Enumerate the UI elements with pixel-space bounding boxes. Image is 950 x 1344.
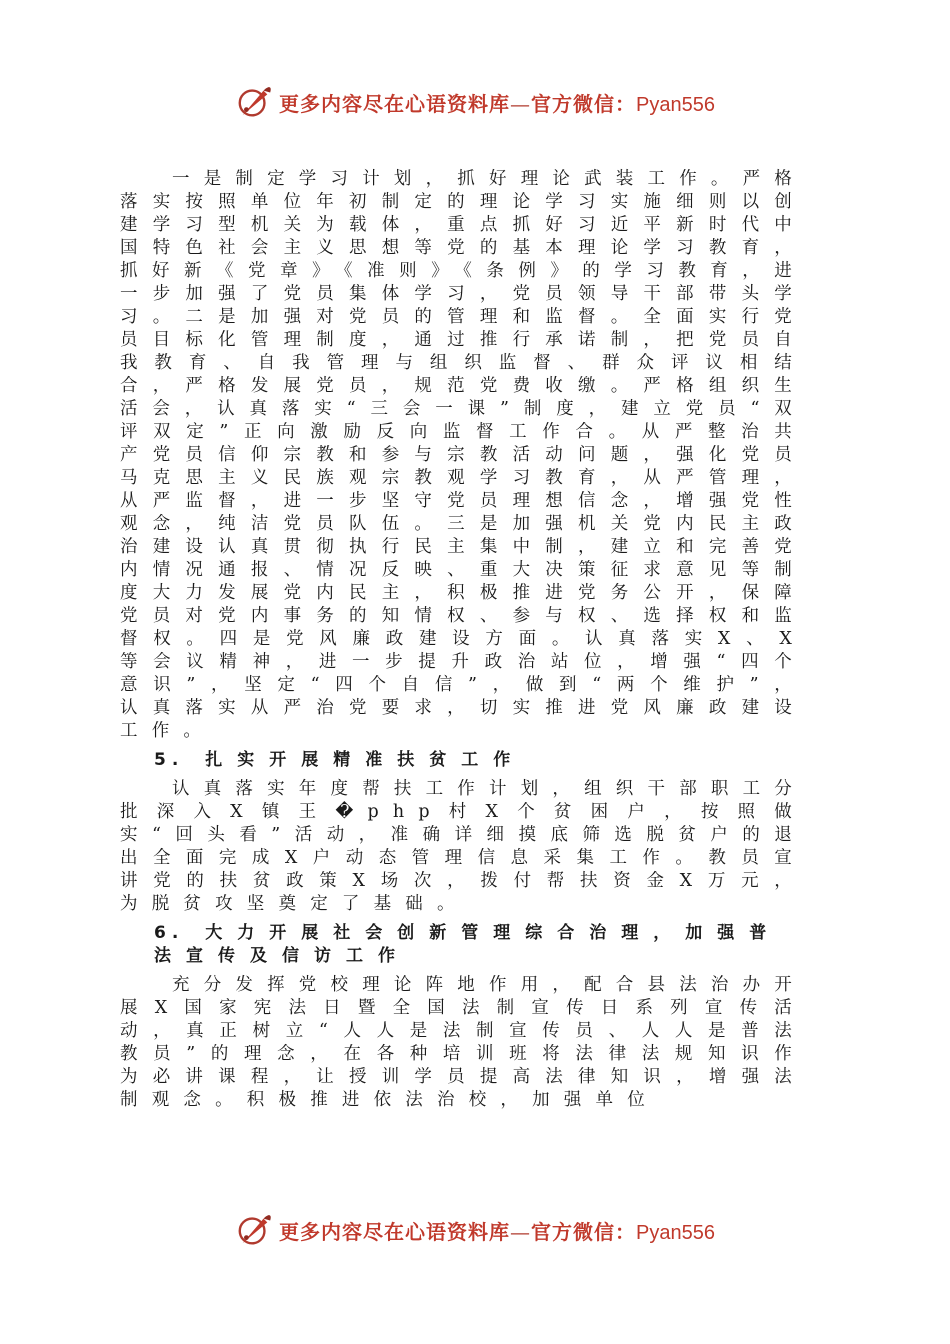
document-body	[120, 168, 806, 1112]
watermark-footer	[0, 1208, 950, 1252]
watermark-header	[0, 80, 950, 124]
quill-logo-icon	[235, 83, 273, 121]
paragraph-legal-publicity: 充分发挥党校理论阵地作用，配合县法治办开展X国家宪法日暨全国法制宣传日系列宣传活动，真正树立“人人是法制宣传员、人人是普法教员”的理念，在各种培训班将法律法规知识作为必讲课程，让授训学员提高法律知识，增强法制观念。积极推进依法治校，加强单位	[120, 975, 806, 1110]
watermark-text: 更多内容尽在心语资料库—官方微信：Pyan556	[279, 91, 715, 116]
watermark-text: 更多内容尽在心语资料库—官方微信：Pyan556	[279, 1219, 715, 1244]
paragraph-party-building: 一是制定学习计划，抓好理论武装工作。严格落实按照单位年初制定的理论学习实施细则以创建学习型机关为载体，重点抓好习近平新时代中国特色社会主义思想等党的基本理论学习教育，抓好新《党章》《准则》《条例》的学习教育，进一步加强了党员集体学习，党员领导干部带头学习。二是加强对党员的管理和监督。全面实行党员目标化管理制度，通过推行承诺制，把党员自我教育、自我管理与组织监督、群众评议相结合，严格发展党员，规范党费收缴。严格组织生活会，认真落实“三会一课”制度，建立党员“双评双定”正向激励反向监督工作合。从严整治共产党员信仰宗教和参与宗教活动问题，强化党员马克思主义民族观宗教观学习教育，从严管理，从严监督，进一步坚守党员理想信念，增强党性观念，纯洁党员队伍。三是加强机关党内民主政治建设认真贯彻执行民主集中制，建立和完善党内情况通报、情况反映、重大决策征求意见等制度大力发展党内民主，积极推进党务公开，保障党员对党内事务的知情权、参与权、选择权和监督权。四是党风廉政建设方面。认真落实X、X等会议精神，进一步提升政治站位，增强“四个意识”，坚定“四个自信”，做到“两个维护”，认真落实从严治党要求，切实推进党风廉政建设工作。	[120, 169, 806, 741]
heading-poverty-alleviation: 5. 扎实开展精准扶贫工作	[154, 750, 526, 770]
paragraph-poverty-alleviation: 认真落实年度帮扶工作计划，组织干部职工分批深入X镇王�php村X个贫困户，按照做实“回头看”活动，准确详细摸底筛选脱贫户的退出全面完成X户动态管理信息采集工作。教员宣讲党的扶贫政策X场次，拨付帮扶资金X万元，为脱贫攻坚奠定了基础。	[120, 779, 806, 914]
quill-logo-icon	[235, 1211, 273, 1249]
heading-legal-publicity: 6. 大力开展社会创新管理综合治理，加强普法宣传及信访工作	[154, 923, 782, 966]
